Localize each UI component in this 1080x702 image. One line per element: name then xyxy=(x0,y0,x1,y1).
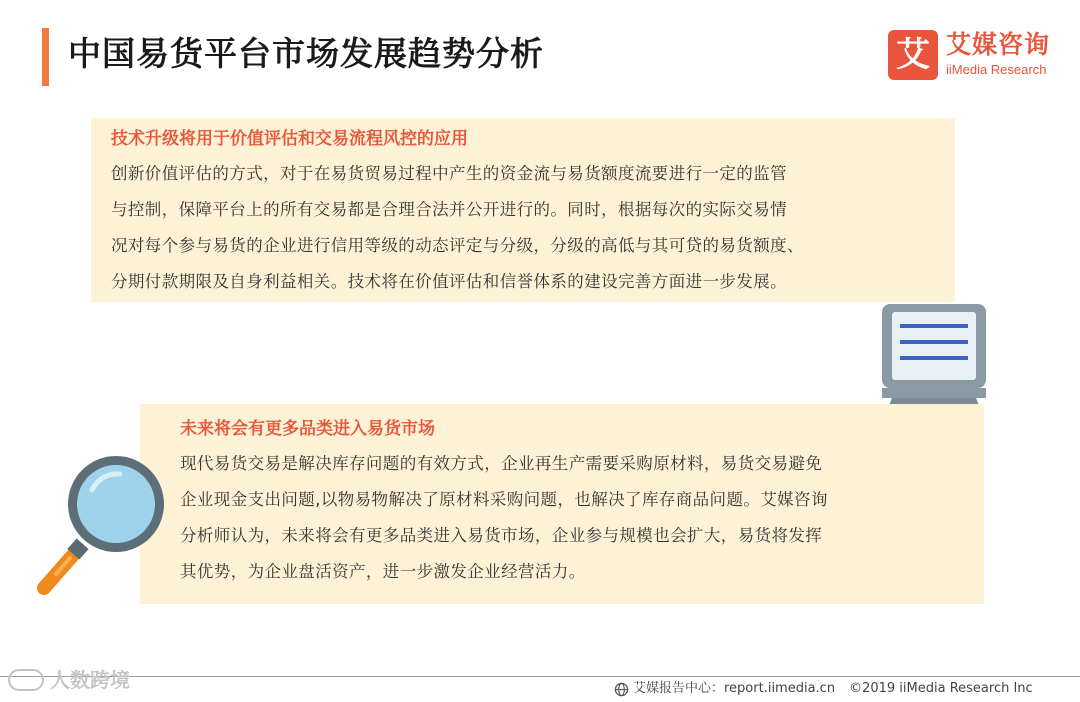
magnifier-icon xyxy=(30,450,170,600)
page-title: 中国易货平台市场发展趋势分析 xyxy=(68,34,544,73)
footer-copyright: ©2019 iiMedia Research Inc xyxy=(849,681,1033,696)
card-line: 分期付款期限及自身利益相关。技术将在价值评估和信誉体系的建设完善方面进一步发展。 xyxy=(111,272,787,291)
card-body xyxy=(111,156,933,300)
logo-chinese-name: 艾媒咨询 xyxy=(946,30,1051,59)
card-body xyxy=(180,446,962,590)
card-line: 其优势，为企业盘活资产，进一步激发企业经营活力。 xyxy=(180,562,586,581)
trend-card-categories xyxy=(140,404,984,604)
logo-mark-icon: 艾 xyxy=(888,30,938,80)
card-line: 况对每个参与易货的企业进行信用等级的动态评定与分级，分级的高低与其可贷的易货额度、 xyxy=(111,236,804,255)
card-heading: 技术升级将用于价值评估和交易流程风控的应用 xyxy=(111,129,468,149)
title-accent-bar xyxy=(42,28,49,86)
card-line: 创新价值评估的方式，对于在易货贸易过程中产生的资金流与易货额度流要进行一定的监管 xyxy=(111,164,787,183)
card-line: 企业现金支出问题,以物易物解决了原材料采购问题，也解决了库存商品问题。艾媒咨询 xyxy=(180,490,828,509)
logo-english-name: iiMedia Research xyxy=(946,62,1047,77)
watermark xyxy=(8,666,130,694)
card-line: 分析师认为，未来将会有更多品类进入易货市场，企业参与规模也会扩大，易货将发挥 xyxy=(180,526,823,545)
trend-card-technology xyxy=(91,118,955,302)
footer-source-text: 艾媒报告中心：report.iimedia.cn xyxy=(633,681,836,696)
card-line: 与控制，保障平台上的所有交易都是合理合法并公开进行的。同时，根据每次的实际交易情 xyxy=(111,200,787,219)
card-heading: 未来将会有更多品类进入易货市场 xyxy=(180,419,435,439)
watermark-text: 人数跨境 xyxy=(50,668,130,692)
watermark-logo-icon xyxy=(8,669,44,691)
globe-icon xyxy=(614,682,629,697)
footer-divider xyxy=(0,676,1080,677)
card-line: 现代易货交易是解决库存问题的有效方式，企业再生产需要采购原材料，易货交易避免 xyxy=(180,454,823,473)
brand-logo xyxy=(888,30,1068,82)
footer-source xyxy=(614,680,1033,698)
